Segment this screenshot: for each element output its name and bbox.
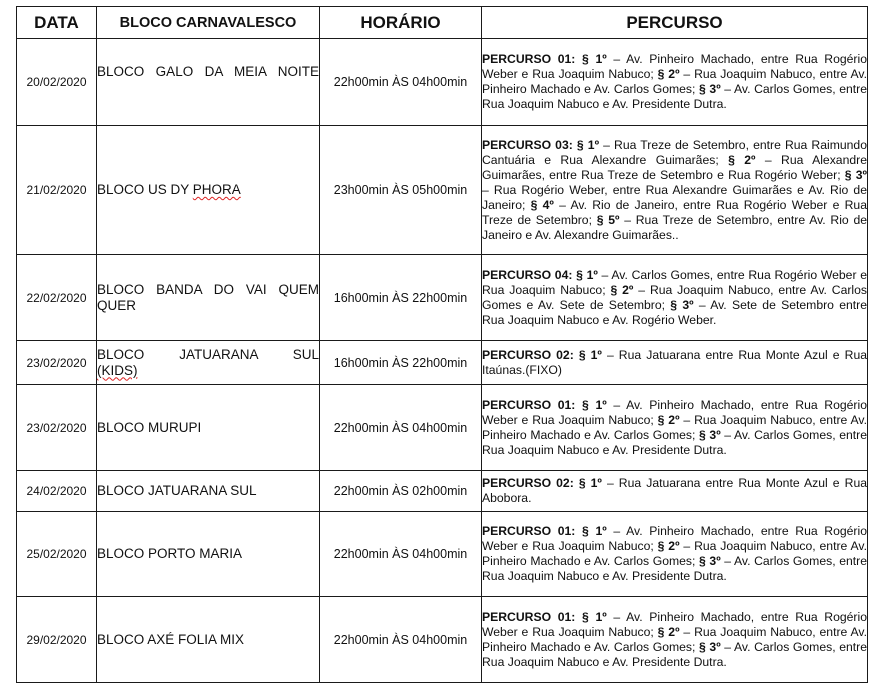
percurso-paragraph-label: § 3º [699,639,721,654]
horario-cell: 16h00min ÀS 22h00min [320,341,482,385]
table-row [17,385,868,471]
percurso-text: – Av. Pinheiro Machado, entre Rua Rogério Weber e Rua Joaquim Nabuco; [482,397,867,427]
date-cell: 23/02/2020 [17,385,97,471]
percurso-paragraph-label: § 3º [699,82,721,96]
percurso-text: – Rua Jatuarana entre Rua Monte Azul e Rua Abobora. [482,476,867,505]
date-cell: 24/02/2020 [17,471,97,512]
percurso-text: – Rua Joaquim Nabuco, entre Av. Pinheiro Machado e Av. Carlos Gomes; [482,539,867,568]
horario-cell: 16h00min ÀS 22h00min [320,255,482,341]
percurso-text: – Av. Carlos Gomes, entre Rua Joaquim Nabuco e Av. Presidente Dutra. [482,427,867,457]
bloco-name-spellcheck: (KIDS) [97,362,138,378]
percurso-text: – Rua Joaquim Nabuco, entre Av. Carlos Gomes e Av. Sete de Setembro; [482,282,867,312]
percurso-paragraph-label: PERCURSO 01: § 1º [482,397,607,412]
schedule-table [16,6,868,683]
table-row [17,126,868,255]
percurso-paragraph-label: § 4º [530,197,554,212]
percurso-text: – Av. Carlos Gomes, entre Rua Rogério Weber e Rua Joaquim Nabuco; [482,267,868,297]
percurso-text: – Av. Carlos Gomes, entre Rua Joaquim Nabuco e Av. Presidente Dutra. [482,82,867,111]
percurso-paragraph-label: PERCURSO 01: § 1º [482,52,607,66]
bloco-cell: BLOCO AXÉ FOLIA MIX [97,597,320,683]
percurso-paragraph-label: PERCURSO 01: § 1º [482,524,607,538]
percurso-paragraph-label: PERCURSO 03: § 1º [482,137,600,152]
percurso-paragraph-label: PERCURSO 01: § 1º [482,609,607,624]
bloco-cell [97,126,320,255]
percurso-cell [482,341,868,385]
bloco-cell: BLOCO JATUARANA SUL [97,471,320,512]
date-cell: 22/02/2020 [17,255,97,341]
table-row [17,341,868,385]
table-row [17,255,868,341]
horario-cell: 22h00min ÀS 04h00min [320,385,482,471]
percurso-cell [482,255,868,341]
percurso-paragraph-label: § 5º [596,212,620,227]
percurso-paragraph-label: PERCURSO 02: § 1º [482,347,602,362]
header-data: DATA [17,7,97,39]
percurso-cell [482,385,868,471]
date-cell: 29/02/2020 [17,597,97,683]
percurso-text: – Av. Rio de Janeiro, entre Rua Rogério Weber e Rua Treze de Setembro; [482,197,867,227]
percurso-paragraph-label: § 3º [699,427,721,442]
percurso-cell [482,512,868,597]
percurso-text: – Av. Pinheiro Machado, entre Rua Rogério Weber e Rua Joaquim Nabuco; [482,52,867,81]
header-horario: HORÁRIO [320,7,482,39]
percurso-paragraph-label: § 2º [610,282,634,297]
bloco-name-spellcheck: PHORA [192,182,241,197]
bloco-cell: BLOCO PORTO MARIA [97,512,320,597]
horario-cell: 22h00min ÀS 04h00min [320,512,482,597]
percurso-text: – Rua Treze de Setembro, entre Rua Raimundo Cantuária e Rua Alexandre Guimarães; [482,137,867,167]
percurso-text: – Rua Joaquim Nabuco, entre Av. Pinheiro Machado e Av. Carlos Gomes; [482,412,867,442]
bloco-cell: BLOCO BANDA DO VAI QUEM QUER [97,255,320,341]
table-row [17,597,868,683]
percurso-text: – Rua Joaquim Nabuco, entre Av. Pinheiro Machado e Av. Carlos Gomes; [482,624,867,654]
percurso-paragraph-label: § 2º [657,624,680,639]
horario-cell: 22h00min ÀS 04h00min [320,39,482,126]
bloco-cell [97,341,320,385]
bloco-cell [97,39,320,126]
percurso-text: – Av. Carlos Gomes, entre Rua Joaquim Nabuco e Av. Presidente Dutra. [482,639,867,669]
table-row [17,471,868,512]
horario-cell: 23h00min ÀS 05h00min [320,126,482,255]
header-percurso: PERCURSO [482,7,868,39]
percurso-text: – Rua Rogério Weber, entre Rua Alexandre Guimarães e Av. Rio de Janeiro; [482,182,867,212]
percurso-cell [482,126,868,255]
percurso-cell [482,39,868,126]
percurso-text: – Rua Joaquim Nabuco, entre Av. Pinheiro Machado e Av. Carlos Gomes; [482,67,867,96]
date-cell: 21/02/2020 [17,126,97,255]
percurso-paragraph-label: PERCURSO 04: § 1º [482,267,598,282]
table-row [17,512,868,597]
percurso-text: – Av. Carlos Gomes, entre Rua Joaquim Nabuco e Av. Presidente Dutra. [482,554,867,583]
table-row [17,39,868,126]
percurso-cell [482,597,868,683]
horario-cell: 22h00min ÀS 04h00min [320,597,482,683]
percurso-text: – Av. Sete de Setembro entre Rua Joaquim Nabuco e Av. Rogério Weber. [482,297,867,327]
percurso-paragraph-label: § 2º [657,67,680,81]
date-cell: 25/02/2020 [17,512,97,597]
date-cell: 23/02/2020 [17,341,97,385]
percurso-paragraph-label: PERCURSO 02: § 1º [482,476,602,490]
header-row [17,7,868,39]
bloco-name: BLOCO JATUARANA SUL [97,346,319,362]
horario-cell: 22h00min ÀS 02h00min [320,471,482,512]
percurso-paragraph-label: § 3º [670,297,694,312]
percurso-paragraph-label: § 3º [844,167,867,182]
bloco-name: BLOCO US DY [97,182,193,197]
percurso-text: – Rua Alexandre Guimarães, entre Rua Treze de Setembro e Rua Rogério Weber; [482,152,867,182]
percurso-text: – Rua Treze de Setembro, entre Av. Rio de Janeiro e Av. Alexandre Guimarães.. [482,212,868,242]
percurso-paragraph-label: § 2º [728,152,756,167]
percurso-paragraph-label: § 2º [657,412,680,427]
header-bloco: BLOCO CARNAVALESCO [97,7,320,39]
percurso-cell [482,471,868,512]
bloco-cell: BLOCO MURUPI [97,385,320,471]
percurso-text: – Av. Pinheiro Machado, entre Rua Rogério Weber e Rua Joaquim Nabuco; [482,524,867,553]
percurso-paragraph-label: § 3º [699,554,721,568]
percurso-text: – Rua Jatuarana entre Rua Monte Azul e Rua Itaúnas.(FIXO) [482,347,867,377]
bloco-name: BLOCO GALO DA MEIA NOITE [97,64,319,79]
percurso-paragraph-label: § 2º [657,539,680,553]
percurso-text: – Av. Pinheiro Machado, entre Rua Rogério Weber e Rua Joaquim Nabuco; [482,609,867,639]
date-cell: 20/02/2020 [17,39,97,126]
